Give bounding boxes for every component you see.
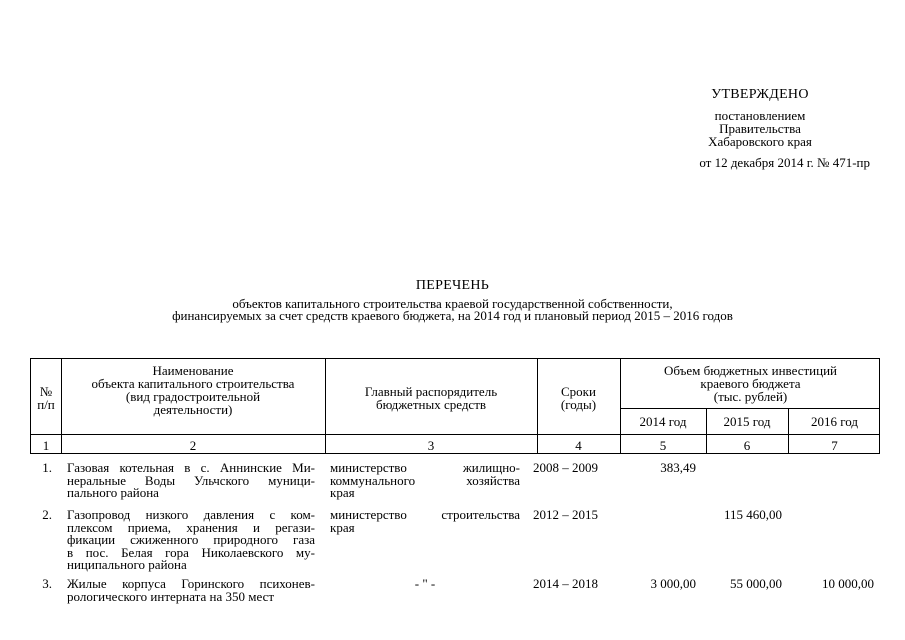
- budget-manager: министерство жилищно- коммунального хозяйства края: [330, 460, 520, 500]
- value-2016: 10 000,00: [822, 576, 874, 591]
- header-year-2015: 2015 год: [723, 414, 771, 429]
- header-year-2014: 2014 год: [639, 414, 687, 429]
- object-name: Жилые корпуса Горинского психонев- рологического интерната на 350 мест: [67, 576, 315, 604]
- header-name: Наименование объекта капитального строительства (вид градостроительной деятельности): [91, 363, 295, 417]
- col-number: 3: [427, 438, 435, 453]
- header-volume: Объем бюджетных инвестиций краевого бюджета (тыс. рублей): [664, 363, 837, 404]
- col-number: 6: [743, 438, 751, 453]
- budget-manager: министерство строительства края: [330, 507, 520, 535]
- value-2015: 55 000,00: [730, 576, 782, 591]
- col-number: 1: [42, 438, 50, 453]
- header-num: № п/п: [37, 384, 55, 412]
- document-subtitle: объектов капитального строительства краевой государственной собственности,: [232, 296, 673, 311]
- table-header: [30, 358, 880, 454]
- col-number: 2: [189, 438, 197, 453]
- terms: 2008 – 2009: [533, 460, 598, 475]
- header-year-2016: 2016 год: [811, 414, 858, 429]
- approval-title: УТВЕРЖДЕНО: [711, 87, 809, 102]
- col-number: 4: [575, 438, 582, 453]
- approval-block: [640, 88, 880, 169]
- row-number: 2.: [42, 507, 52, 522]
- value-2015: 115 460,00: [723, 507, 782, 522]
- col-number: 7: [831, 438, 838, 453]
- value-2014: 383,49: [660, 460, 696, 475]
- terms: 2012 – 2015: [533, 507, 598, 522]
- approval-line: Правительства: [719, 121, 801, 136]
- budget-manager: - " -: [414, 576, 436, 591]
- row-number: 1.: [42, 460, 52, 475]
- approval-date: от 12 декабря 2014 г. № 471-пр: [699, 155, 870, 170]
- terms: 2014 – 2018: [533, 576, 598, 591]
- approval-line: постановлением: [714, 108, 806, 123]
- header-manager: Главный распорядитель бюджетных средств: [364, 384, 498, 412]
- object-name: Газовая котельная в с. Аннинские Ми- неральные Воды Ульчского муници- пального района: [67, 460, 315, 500]
- approval-line: Хабаровского края: [708, 134, 812, 149]
- header-terms: Сроки (годы): [560, 384, 597, 412]
- value-2014: 3 000,00: [650, 576, 696, 591]
- col-number: 5: [659, 438, 667, 453]
- object-name: Газопровод низкого давления с ком- плексом приема, хранения и регази- фикации сжиженного природного газа в пос. Белая гора Николаевского му- ниципального района: [67, 507, 315, 572]
- document-title: ПЕРЕЧЕНЬ: [415, 278, 490, 293]
- row-number: 3.: [42, 576, 52, 591]
- document-subtitle: финансируемых за счет средств краевого бюджета, на 2014 год и плановый период 2015 – 2016 годов: [172, 308, 733, 323]
